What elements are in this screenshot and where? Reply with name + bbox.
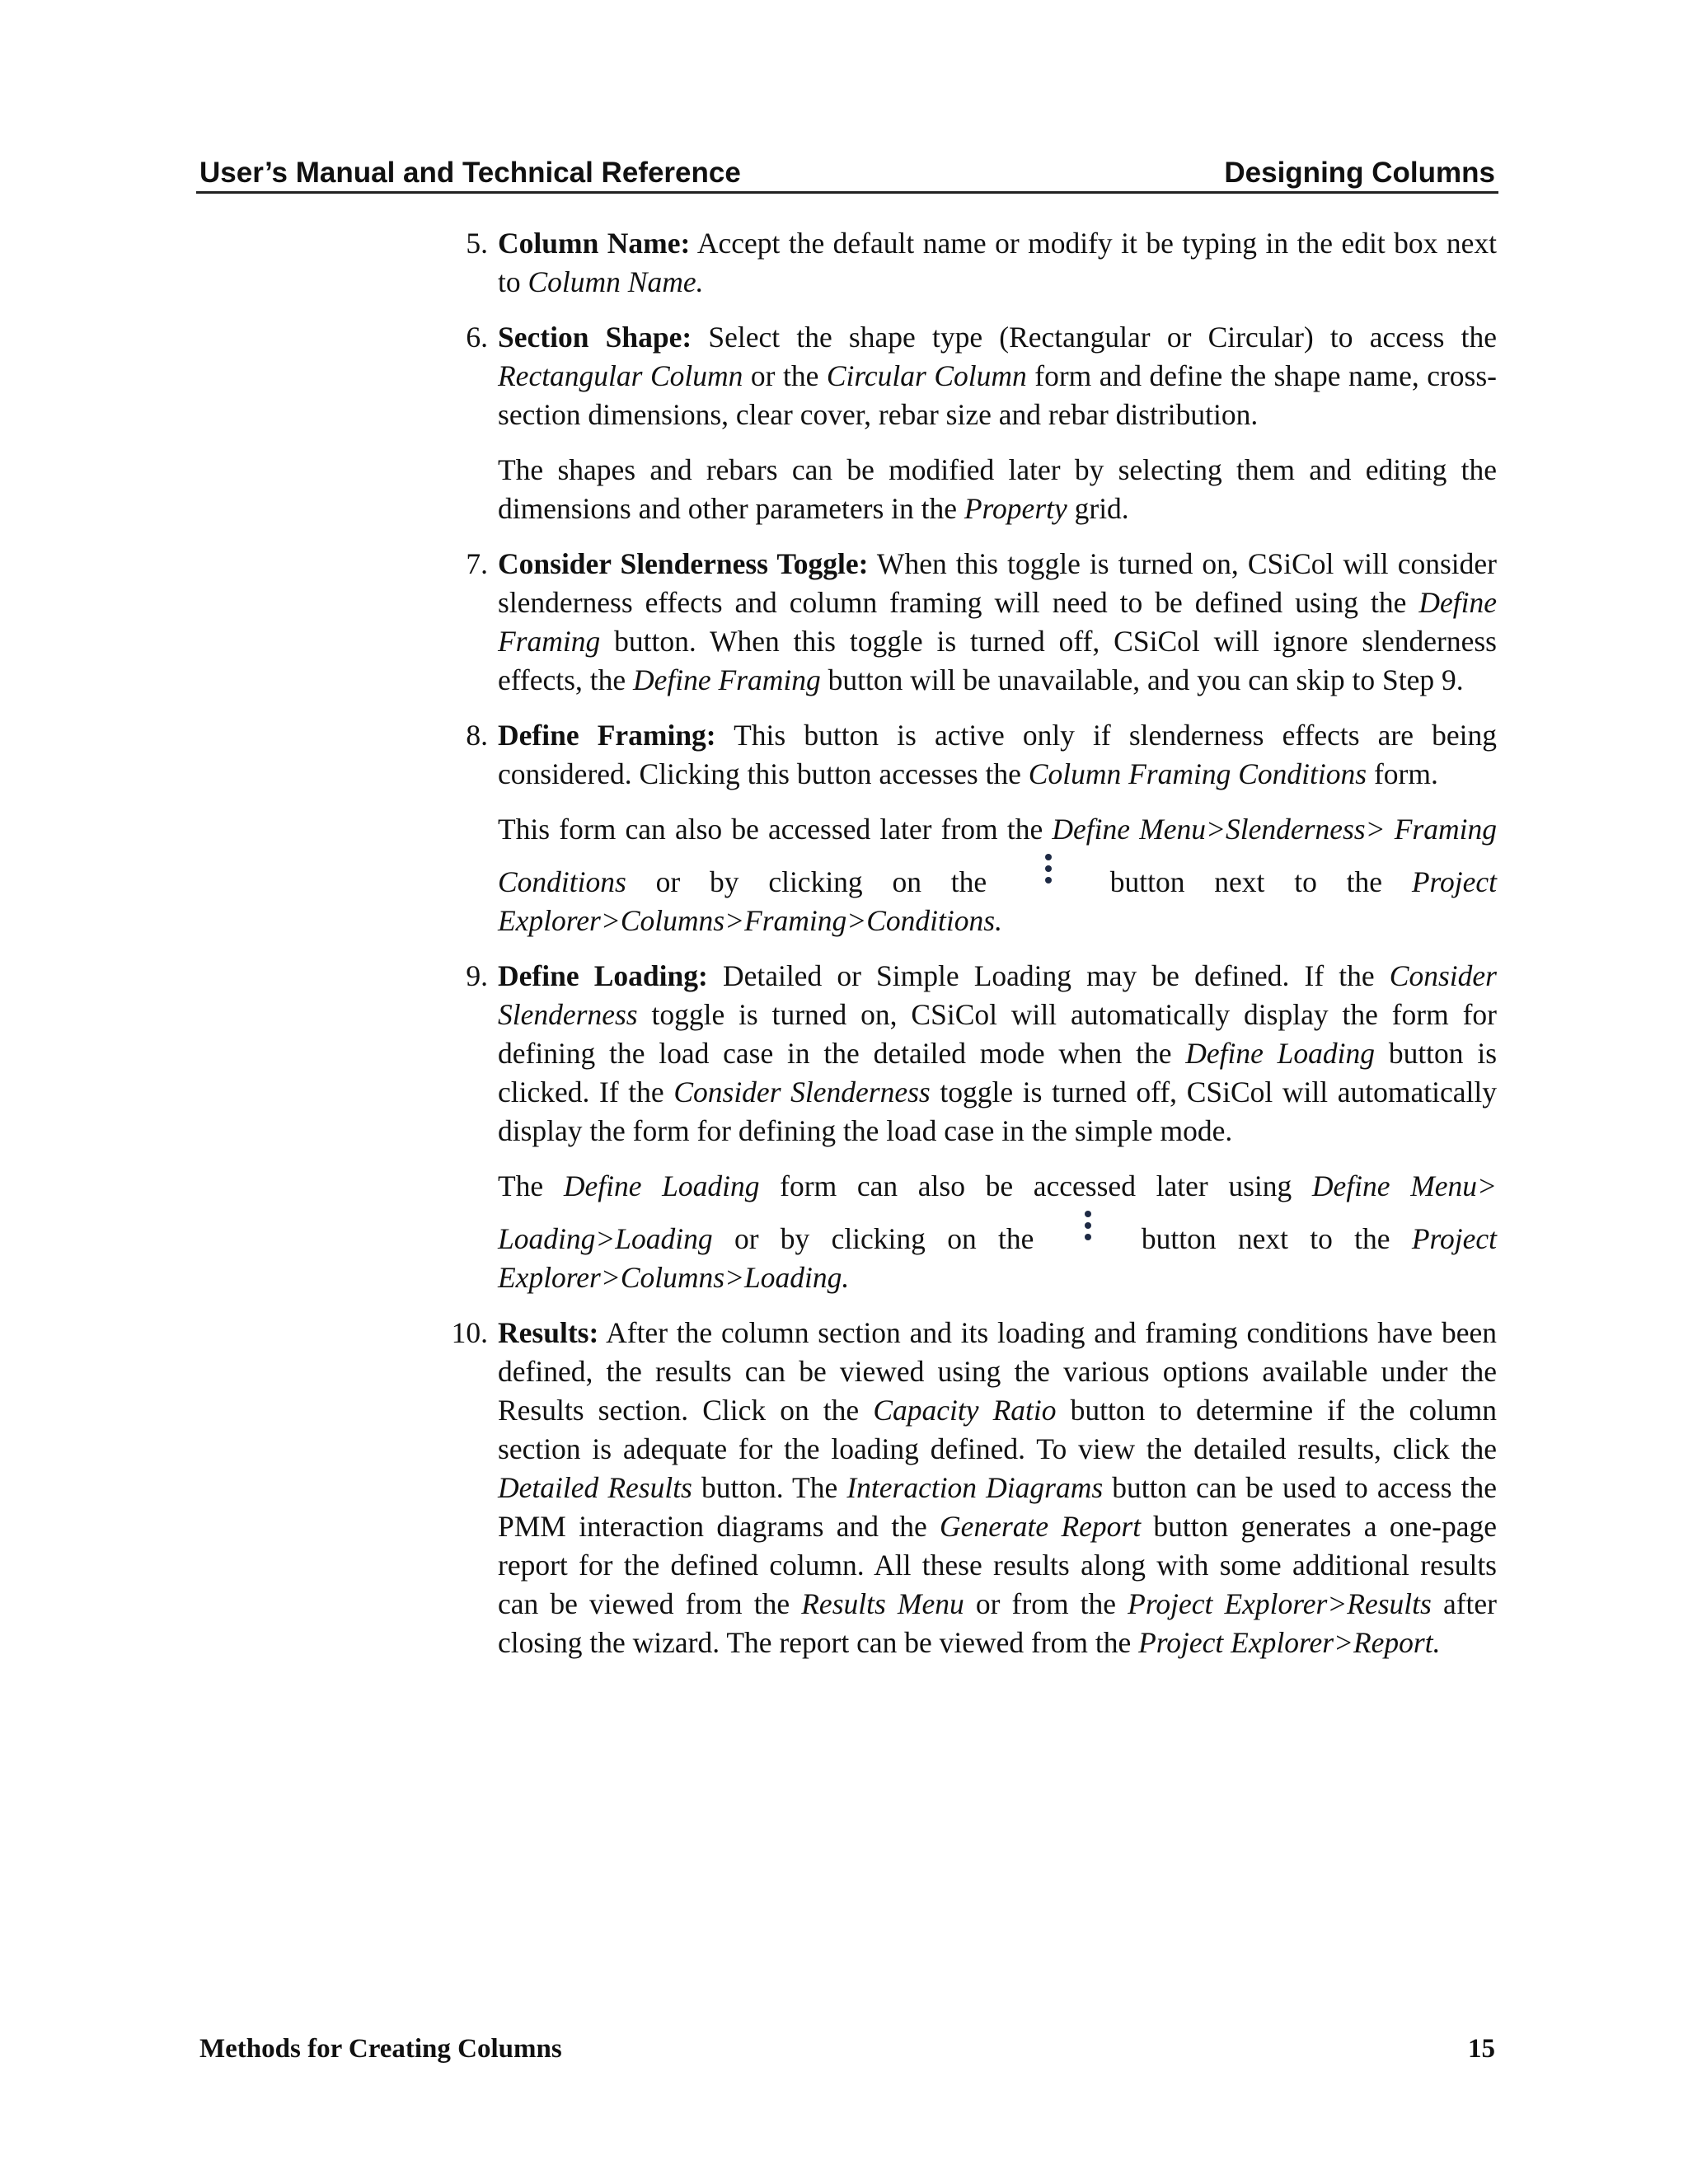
step-text: or the	[743, 359, 827, 392]
step-note-paragraph	[498, 451, 1497, 528]
step-italic: Circular Column	[826, 359, 1027, 392]
step-italic: Detailed Results	[498, 1471, 692, 1504]
step-text: toggle is turned on, CSiCol will automatically display the form for defining the load case in the detailed mode when the	[498, 998, 1497, 1070]
step-text: button is clicked. If the	[498, 1037, 1498, 1108]
step-paragraph	[498, 1314, 1497, 1662]
step-number: 7.	[466, 547, 488, 580]
step-text: The shapes and rebars can be modified later by selecting them and editing the dimensions and other parameters in the	[498, 453, 1497, 525]
step-text: or by clicking on the	[626, 865, 1016, 898]
step-paragraph	[498, 224, 1497, 302]
step-italic: Define Loading	[563, 1169, 760, 1202]
step-note-paragraph	[498, 1167, 1497, 1297]
step-number: 8.	[466, 719, 488, 752]
step-paragraph	[498, 318, 1497, 434]
header-chapter-title: Designing Columns	[1224, 157, 1495, 189]
step-italic: Project Explorer>Results	[1128, 1587, 1432, 1620]
step-italic: Define Framing	[498, 586, 1497, 658]
step-text: button will be unavailable, and you can skip to Step 9.	[820, 663, 1464, 696]
step-text: form and define the shape name, cross-section dimensions, clear cover, rebar size and rebar distribution.	[498, 359, 1497, 431]
step-text: toggle is turned off, CSiCol will automatically display the form for defining the load case in the simple mode.	[498, 1076, 1497, 1147]
step-italic: Property	[964, 492, 1067, 525]
step-text: button next to the	[1080, 865, 1412, 898]
step-lead: Define Framing:	[498, 719, 716, 752]
step-italic: Define Framing	[632, 663, 821, 696]
step-text: button. When this toggle is turned off, CSiCol will ignore slenderness effects, the	[498, 625, 1497, 696]
step-text: or from the	[964, 1587, 1128, 1620]
step-italic: Project Explorer>Columns>Loading.	[498, 1222, 1497, 1294]
step-item-7	[445, 545, 1497, 700]
step-note-paragraph	[498, 810, 1497, 940]
step-text: button can be used to access the PMM interaction diagrams and the	[498, 1471, 1497, 1543]
step-italic: Define Menu> Loading>Loading	[498, 1169, 1497, 1255]
step-lead: Column Name:	[498, 227, 691, 260]
step-text: This form can also be accessed later from the	[498, 813, 1053, 846]
step-text: When this toggle is turned on, CSiCol will consider slenderness effects and column framing will need to be defined using the	[498, 547, 1497, 619]
step-lead: Section Shape:	[498, 321, 692, 354]
step-italic: Consider Slenderness	[498, 959, 1497, 1031]
step-italic: Capacity Ratio	[873, 1394, 1057, 1427]
step-paragraph	[498, 957, 1497, 1151]
step-text: form.	[1367, 757, 1438, 790]
step-text: button to determine if the column section is adequate for the loading defined. To view the detailed results, click the	[498, 1394, 1497, 1465]
step-text: This button is active only if slenderness effects are being considered. Clicking this button accesses the	[498, 719, 1497, 790]
step-number: 10.	[451, 1316, 488, 1349]
step-text: After the column section and its loading and framing conditions have been defined, the results can be viewed using the various options available under the Results section. Click on the	[498, 1316, 1497, 1427]
step-item-8	[445, 716, 1497, 940]
step-italic: Column Name.	[528, 265, 704, 298]
step-text: or by clicking on the	[712, 1222, 1056, 1255]
step-number: 9.	[466, 959, 488, 992]
step-italic: Generate Report	[940, 1510, 1142, 1543]
vertical-ellipsis-icon	[1031, 849, 1066, 895]
step-italic: Interaction Diagrams	[846, 1471, 1104, 1504]
step-italic: Rectangular Column	[498, 359, 743, 392]
step-text: button generates a one-page report for the defined column. All these results along with some additional results can be viewed from the	[498, 1510, 1497, 1620]
step-number: 6.	[466, 321, 488, 354]
step-italic: Define Loading	[1185, 1037, 1376, 1070]
step-item-10	[445, 1314, 1497, 1662]
step-paragraph	[498, 716, 1497, 794]
step-text: button next to the	[1119, 1222, 1412, 1255]
step-text: button. The	[692, 1471, 847, 1504]
header-manual-title: User’s Manual and Technical Reference	[199, 157, 741, 189]
step-item-6	[445, 318, 1497, 528]
step-item-5	[445, 224, 1497, 302]
step-lead: Results:	[498, 1316, 599, 1349]
step-number: 5.	[466, 227, 488, 260]
step-italic: Results Menu	[801, 1587, 964, 1620]
step-italic: Define Menu>Slenderness> Framing Conditions	[498, 813, 1497, 898]
step-text: Select the shape type (Rectangular or Circular) to access the	[692, 321, 1497, 354]
footer-section-title: Methods for Creating Columns	[199, 2034, 562, 2064]
page-header	[196, 155, 1498, 194]
step-text: form can also be accessed later using	[759, 1169, 1312, 1202]
vertical-ellipsis-icon	[1071, 1206, 1105, 1252]
page-number: 15	[1468, 2034, 1495, 2064]
step-text: Detailed or Simple Loading may be defined. If the	[707, 959, 1390, 992]
step-lead: Consider Slenderness Toggle:	[498, 547, 869, 580]
step-text: grid.	[1067, 492, 1129, 525]
step-text: The	[498, 1169, 564, 1202]
step-italic: Consider Slenderness	[673, 1076, 931, 1108]
step-italic: Column Framing Conditions	[1028, 757, 1367, 790]
step-text: Accept the default name or modify it be typing in the edit box next to	[498, 227, 1497, 298]
step-italic: Project Explorer>Columns>Framing>Conditions.	[498, 865, 1497, 937]
step-item-9	[445, 957, 1497, 1297]
step-text: after closing the wizard. The report can be viewed from the	[498, 1587, 1497, 1659]
step-paragraph	[498, 545, 1497, 700]
steps-list	[445, 224, 1497, 1679]
step-italic: Project Explorer>Report.	[1138, 1626, 1441, 1659]
step-lead: Define Loading:	[498, 959, 708, 992]
